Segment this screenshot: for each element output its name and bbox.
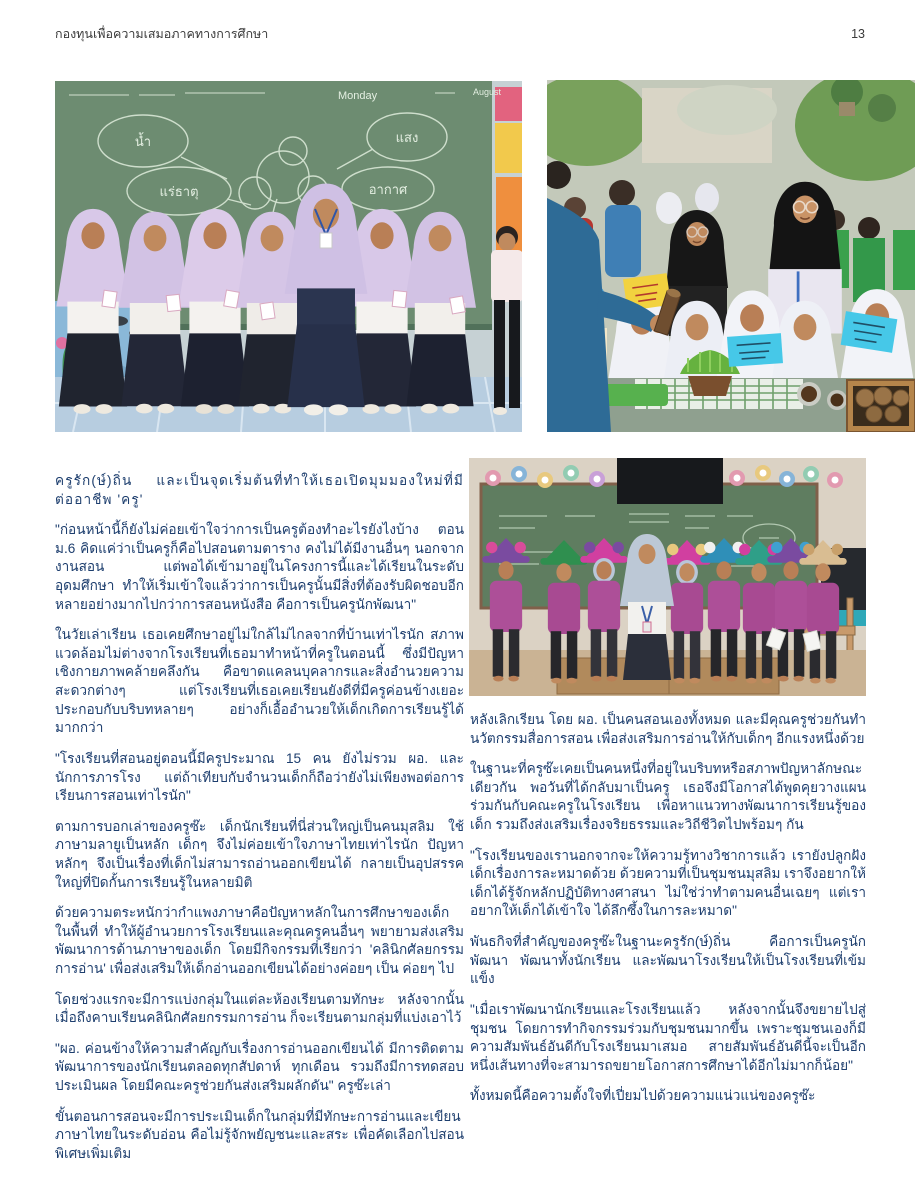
chalk-label-water: น้ำ [134,134,152,149]
article-paragraph: ในวัยเล่าเรียน เธอเคยศึกษาอยู่ไม่ใกล้ไม่ไกลจากที่บ้านเท่าไรนัก สภาพแวดล้อมไม่ต่างจากโรงเรียนที่เธอมาทำหน้าที่ครูในตอนนี้ ซึ่งมีปัญหาเชิงกายภาพคล้ายคลึงกัน คือขาดแคลนบุคลากรและสิ่งอำนวยความสะดวกต่างๆ แต่โรงเรียนที่เธอเคยเรียนยังดีที่มีครูค่อนข้างเยอะ ประกอบกับบริบทหลายๆ อย่างก็เอื้ออำนวยให้เด็กเกิดการเรียนรู้ได้มากกว่า [55,627,464,736]
article-paragraph: ขั้นตอนการสอนจะมีการประเมินเด็กในกลุ่มที่มีทักษะการอ่านและเขียนภาษาไทยในระดับอ่อน คือไม่รู้จักพยัญชนะและสระ เพื่อคัดเลือกไปสอนพิเศษเพิ่มเติม [55,1108,464,1161]
article-paragraph: หลังเลิกเรียน โดย ผอ. เป็นคนสอนเองทั้งหมด และมีคุณครูช่วยกันทำนวัตกรรมสื่อการสอน เพื่อส่งเสริมการอ่านให้กับเด็กๆ อีกแรงหนึ่งด้วย [470,712,866,746]
article-paragraph: "ก่อนหน้านี้ก็ยังไม่ค่อยเข้าใจว่าการเป็นครูต้องทำอะไรยังไงบ้าง ตอน ม.6 คิดแค่ว่าเป็นครูก็คือไปสอนตามตาราง คงไม่ได้มีงานอื่นๆ นอกจากงานสอน แต่พอได้เข้ามาอยู่ในโครงการนี้และได้เรียนในระดับอุดมศึกษา ทำให้เริ่มเข้าใจแล้วว่าการเป็นครูนั้นมีสิ่งที่ต้องรับผิดชอบอีกหลายอย่างมากไปกว่าการสอนหนังสือ คือการเป็นครูนักพัฒนา" [55,522,464,612]
teacher-figure [620,534,674,680]
article-lead-paragraph: ครูรัก(ษ์)ถิ่น และเป็นจุดเริ่มต้นที่ทำให้เธอเปิดมุมมองใหม่ที่มีต่ออาชีพ 'ครู' [55,473,464,507]
article-paragraph: "เมื่อเราพัฒนานักเรียนและโรงเรียนแล้ว หลังจากนั้นจึงขยายไปสู่ชุมชน โดยการทำกิจกรรมร่วมกับชุมชนมากขึ้น เพราะชุมชนเองก็มีความสัมพันธ์อันดีกับโรงเรียนมาเสมอ สายสัมพันธ์อันดีนี้จะเป็นอีกหนึ่งเส้นทางที่จะสามารถขยายโอกาสการศึกษาได้อีกไม่มากก็น้อย" [470,1001,866,1073]
chalk-label-weekday: Monday [338,90,378,102]
article-left-column [55,472,464,1176]
photo-costumes-illustration [469,458,866,696]
photo-community-fair [547,80,915,432]
teacher-figure [285,184,368,416]
article-paragraph: โดยช่วงแรกจะมีการแบ่งกลุ่มในแต่ละห้องเรียนตามทักษะ หลังจากนั้นเมื่อถึงคาบเรียนคลินิกศัลยกรรมการอ่าน ก็จะเรียนตามกลุ่มที่แบ่งเอาไว้ [55,991,464,1026]
article-paragraph: ด้วยความตระหนักว่ากำแพงภาษาคือปัญหาหลักในการศึกษาของเด็กในพื้นที่ ทำให้ผู้อำนวยการโรงเรียนและคุณครูคนอื่นๆ พยายามส่งเสริมพัฒนาการด้านภาษาของเด็ก โดยมีกิจกรรมที่เรียกว่า 'คลินิกศัลยกรรมการอ่าน' เพื่อส่งเสริมให้เด็กอ่านออกเขียนได้อย่างค่อยๆ เป็น ค่อยๆ ไป [55,905,464,977]
photo-classroom-illustration [55,81,522,432]
article-paragraph: ในฐานะที่ครูซ๊ะเคยเป็นคนหนึ่งที่อยู่ในบริบทหรือสภาพปัญหาลักษณะเดียวกัน พอวันที่ได้กลับมาเป็นครู เธอจึงมีโอกาสได้พูดคุยวางแผนร่วมกันกับคณะครูในโรงเรียน เพื่อหาแนวทางพัฒนาการเรียนรู้ของเด็ก รวมถึงส่งเสริมเรื่องจริยธรรมและวิถีชีวิตไปพร้อมๆ กัน [470,761,866,833]
page-number: 13 [851,27,865,41]
chalk-label-air: อากาศ [368,182,408,197]
photo-fair-illustration [547,80,915,432]
wall-tv [617,458,723,504]
chalk-label-light: แสง [395,130,419,145]
chalk-label-minerals: แร่ธาตุ [159,184,199,199]
article-paragraph: ตามการบอกเล่าของครูซ๊ะ เด็กนักเรียนที่นี่ส่วนใหญ่เป็นคนมุสลิม ใช้ภาษามลายูเป็นหลัก เด็กๆ จึงไม่ค่อยเข้าใจภาษาไทยเท่าไรนัก ปัญหาหลักๆ จึงเป็นเรื่องที่เด็กไม่สามารถอ่านออกเขียนได้ กลายเป็นอุปสรรคใหญ่ที่ปิดกั้นการเรียนรู้ในหลายมิติ [55,818,464,890]
article-paragraph: ทั้งหมดนี้คือความตั้งใจที่เปี่ยมไปด้วยความแน่วแน่ของครูซ๊ะ [470,1088,816,1104]
article-paragraph: พันธกิจที่สำคัญของครูซ๊ะในฐานะครูรัก(ษ์)ถิ่น คือการเป็นครูนักพัฒนา พัฒนาทั้งนักเรียน และพัฒนาโรงเรียนให้เป็นโรงเรียนที่เข้มแข็ง [470,934,866,987]
id-badge [320,233,332,248]
wooden-crate [847,380,915,432]
photo-classroom-costumes [469,458,866,696]
article-paragraph: "ผอ. ค่อนข้างให้ความสำคัญกับเรื่องการอ่านออกเขียนได้ มีการติดตามพัฒนาการของนักเรียนตลอดทุกสัปดาห์ ทุกเดือน รวมถึงมีการทดสอบ ประเมินผล โดยมีคณะครูช่วยกันส่งเสริมผลักดัน" ครูซ๊ะเล่า [55,1040,464,1094]
chalk-label-month: August [473,87,502,97]
page-title: กองทุนเพื่อความเสมอภาคทางการศึกษา [55,27,269,41]
photo-classroom-group [55,81,522,432]
green-tray [602,384,668,406]
page-header [55,24,865,44]
article-paragraph: "โรงเรียนที่สอนอยู่ตอนนี้มีครูประมาณ 15 คน ยังไม่รวม ผอ. และนักการภารโรง แต่ถ้าเทียบกับจำนวนเด็กก็ถือว่ายังไม่เพียงพอต่อการเรียนการสอนเท่าไรนัก" [55,750,464,804]
article-right-column [470,711,866,1118]
article-paragraph: "โรงเรียนของเรานอกจากจะให้ความรู้ทางวิชาการแล้ว เรายังปลูกฝังเด็กเรื่องการละหมาดด้วย ด้วยความที่เป็นชุมชนมุสลิม เราจึงอยากให้เด็กได้รู้จักหลักปฏิบัติทางศาสนา ไม่ใช่ว่าทำตามคนอื่นเฉยๆ แต่เราอยากให้เด็กได้เข้าใจ ได้ลึกซึ้งในการละหมาด" [470,847,866,919]
